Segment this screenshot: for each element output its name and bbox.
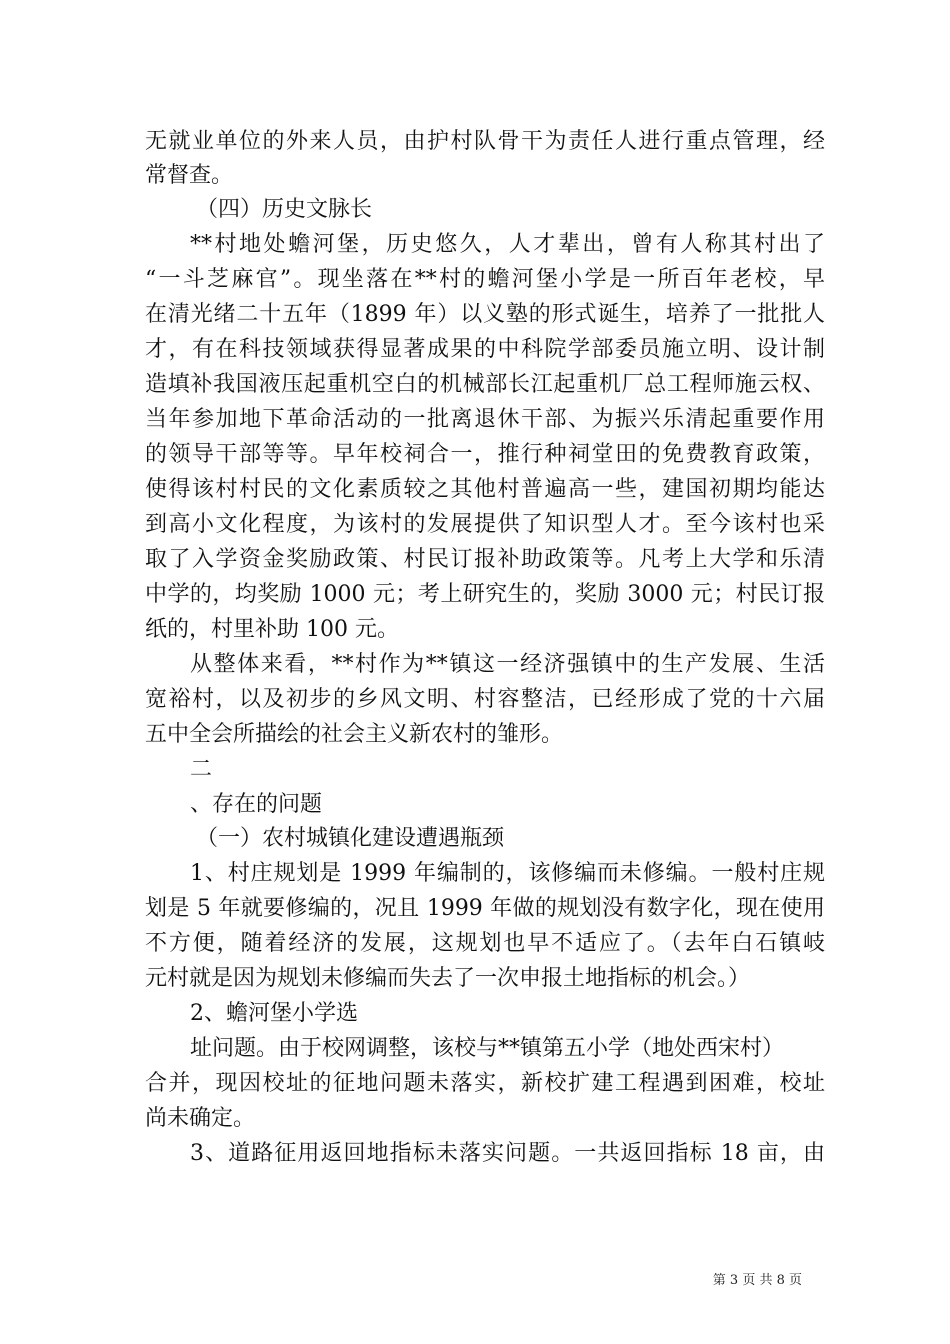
subsection-heading: （一）农村城镇化建设遭遇瓶颈	[196, 826, 505, 851]
paragraph-line: 中学的，均奖励 1000 元；考上研究生的，奖励 3000 元；村民订报	[145, 582, 825, 607]
paragraph-line: 1、村庄规划是 1999 年编制的，该修编而未修编。一般村庄规	[190, 861, 825, 886]
paragraph-line: 无就业单位的外来人员，由护村队骨干为责任人进行重点管理，经	[145, 129, 825, 154]
page-number-footer: 第 3 页 共 8 页	[712, 1273, 802, 1288]
paragraph-line: 使得该村村民的文化素质较之其他村普遍高一些，建国初期均能达	[145, 477, 825, 502]
paragraph-line: 在清光绪二十五年（1899 年）以义塾的形式诞生，培养了一批批人	[145, 302, 825, 327]
paragraph-line: 合并，现因校址的征地问题未落实，新校扩建工程遇到困难，校址	[145, 1071, 825, 1096]
paragraph-line: 宽裕村，以及初步的乡风文明、村容整洁，已经形成了党的十六届	[145, 687, 825, 712]
paragraph-line: 元村就是因为规划未修编而失去了一次申报土地指标的机会。）	[145, 966, 751, 991]
paragraph-line: 到高小文化程度，为该村的发展提供了知识型人才。至今该村也采	[145, 512, 825, 537]
paragraph-line: 纸的，村里补助 100 元。	[145, 617, 399, 642]
paragraph-line: 取了入学资金奖励政策、村民订报补助政策等。凡考上大学和乐清	[145, 547, 825, 572]
section-number: 二	[190, 757, 213, 782]
section-heading: 、存在的问题	[190, 792, 323, 817]
paragraph-line: **村地处蟾河堡，历史悠久，人才辈出，曾有人称其村出了	[190, 232, 825, 257]
paragraph-line: 从整体来看，**村作为**镇这一经济强镇中的生产发展、生活	[190, 652, 825, 677]
paragraph-line: 3、道路征用返回地指标未落实问题。一共返回指标 18 亩，由	[190, 1141, 825, 1166]
paragraph-line: 常督查。	[145, 163, 234, 188]
paragraph-line: 不方便，随着经济的发展，这规划也早不适应了。（去年白石镇岐	[145, 931, 825, 956]
paragraph-line: 造填补我国液压起重机空白的机械部长江起重机厂总工程师施云权、	[145, 372, 825, 397]
paragraph-line: 才，有在科技领域获得显著成果的中科院学部委员施立明、设计制	[145, 337, 825, 362]
paragraph-line: 当年参加地下革命活动的一批离退休干部、为振兴乐清起重要作用	[145, 407, 825, 432]
section-heading: （四）历史文脉长	[196, 197, 373, 222]
paragraph-line: 的领导干部等等。早年校祠合一，推行种祠堂田的免费教育政策，	[145, 442, 825, 467]
paragraph-line: 划是 5 年就要修编的，况且 1999 年做的规划没有数字化，现在使用	[145, 896, 825, 921]
paragraph-line: 址问题。由于校网调整，该校与**镇第五小学（地处西宋村）	[190, 1036, 785, 1061]
paragraph-line: 尚未确定。	[145, 1106, 256, 1131]
paragraph-line: “一斗芝麻官”。现坐落在**村的蟾河堡小学是一所百年老校，早	[145, 267, 825, 292]
paragraph-line: 2、蟾河堡小学选	[190, 1001, 358, 1026]
paragraph-line: 五中全会所描绘的社会主义新农村的雏形。	[145, 722, 564, 747]
